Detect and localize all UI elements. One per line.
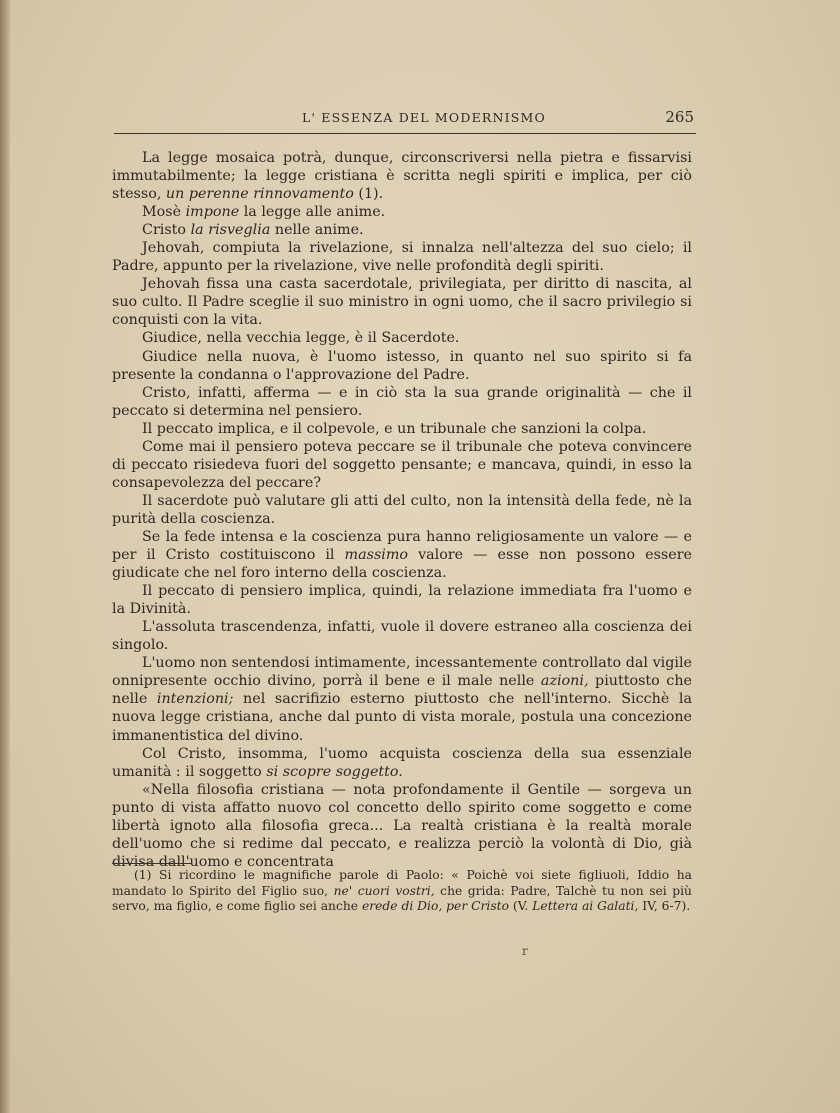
- paragraph: [112, 582, 692, 618]
- page-edge: [0, 0, 10, 1113]
- text-run: che grida: Padre, Talchè tu non sei più servo, ma figlio, e come figlio sei anche: [112, 883, 692, 913]
- text-run: Jehovah fissa una casta sacerdotale, privilegiata, per diritto di nascita, al suo culto. Il Padre sceglie il suo ministro in ogni uomo, che il sacro privilegio si conquisti con la vita.: [112, 276, 692, 329]
- text-run: Il sacerdote può valutare gli atti del culto, non la intensità della fede, nè la purità della coscienza.: [112, 492, 692, 527]
- text-run: (1).: [353, 186, 384, 203]
- stray-mark: r: [522, 944, 528, 958]
- paragraph: [112, 239, 692, 275]
- italic-phrase: un perenne rinnovamento: [165, 186, 354, 203]
- italic-phrase: massimo: [344, 547, 409, 564]
- text-run: (V.: [508, 899, 533, 913]
- paragraph: [112, 745, 692, 781]
- page-header: [114, 110, 694, 132]
- paragraph: [112, 348, 692, 384]
- text-run: La legge mosaica potrà, dunque, circonscriversi nella pietra e fissarvisi immutabilmente; la legge cristiana è scritta negli spiriti e implica, per ciò stesso,: [112, 150, 692, 203]
- text-run: Giudice nella nuova, è l'uomo istesso, in quanto nel suo spirito si fa presente la condanna o l'approvazione del Padre.: [112, 348, 692, 383]
- paragraph: [112, 618, 692, 654]
- italic-phrase: Lettera ai Galati,: [532, 899, 639, 913]
- paragraph: [112, 384, 692, 420]
- paragraph: [112, 654, 692, 744]
- paragraph: [112, 492, 692, 528]
- italic-phrase: azioni,: [540, 673, 589, 690]
- running-title: L' ESSENZA DEL MODERNISMO: [302, 110, 547, 125]
- text-run: nel sacrifizio esterno piuttosto che nell'interno. Sicchè la nuova legge cristiana, anche dal punto di vista morale, postula una concezione immanentistica del divino.: [112, 691, 692, 744]
- italic-phrase: erede di Dio, per Cristo: [361, 899, 509, 913]
- footnote-rule: [112, 863, 192, 864]
- footnote: [112, 868, 692, 915]
- text-run: (1) Si ricordino le magnifiche parole di Paolo: « Poichè voi siete figliuoli, Iddio ha mandato lo Spirito del Figlio suo,: [112, 868, 692, 898]
- paragraph: [112, 420, 692, 438]
- paragraph: [112, 203, 692, 221]
- text-run: la legge alle anime.: [239, 204, 386, 221]
- italic-phrase: impone: [185, 204, 240, 221]
- paragraph: [112, 528, 692, 582]
- text-run: IV, 6-7).: [638, 899, 691, 913]
- text-run: Il peccato implica, e il colpevole, e un tribunale che sanzioni la colpa.: [142, 420, 647, 437]
- header-rule: [114, 133, 696, 134]
- text-run: L'assoluta trascendenza, infatti, vuole il dovere estraneo alla coscienza dei singolo.: [112, 619, 692, 654]
- text-run: Se la fede intensa e la coscienza pura hanno religiosamente un valore — e per il Cristo costituiscono il: [112, 528, 692, 564]
- paragraph: [112, 781, 692, 871]
- body-text: [112, 149, 692, 871]
- text-run: nelle anime.: [270, 222, 364, 239]
- text-run: Mosè: [142, 204, 186, 221]
- italic-phrase: si scopre soggetto.: [266, 763, 403, 780]
- text-run: Come mai il pensiero poteva peccare se il tribunale che poteva convincere di peccato risiedeva fuori del soggetto pensante; e mancava, quindi, in esso la consapevolezza del peccare?: [112, 438, 692, 491]
- text-run: «Nella filosofia cristiana — nota profondamente il Gentile — sorgeva un punto di vista affatto nuovo col concetto dello spirito come soggetto e come libertà ignoto alla filosofia greca... La realtà cristiana è la realtà morale dell'uomo che si redime dal peccato, e realizza perciò la volontà di Dio, già divisa dall'uomo e concentrata: [112, 781, 692, 870]
- text-run: valore — esse non possono essere giudicate che nel foro interno della coscienza.: [112, 547, 692, 582]
- italic-phrase: la risveglia: [190, 222, 271, 239]
- paragraph: [112, 275, 692, 329]
- text-run: piuttosto che nelle: [112, 673, 692, 708]
- text-run: Cristo: [142, 222, 191, 239]
- text-run: L'uomo non sentendosi intimamente, incessantemente controllato dal vigile onnipresente occhio divino, porrà il bene e il male nelle: [112, 655, 692, 690]
- paragraph: [112, 438, 692, 492]
- page-number: 265: [665, 108, 694, 126]
- paragraph: [112, 221, 692, 239]
- text-run: Il peccato di pensiero implica, quindi, la relazione immediata fra l'uomo e la Divinità.: [112, 583, 692, 618]
- text-run: Giudice, nella vecchia legge, è il Sacerdote.: [142, 330, 460, 347]
- paragraph: [112, 329, 692, 347]
- footnote-paragraph: [112, 868, 692, 915]
- text-run: Col Cristo, insomma, l'uomo acquista coscienza della sua essenziale umanità : il soggetto: [112, 745, 692, 780]
- italic-phrase: intenzioni;: [156, 691, 234, 708]
- text-run: Jehovah, compiuta la rivelazione, si innalza nell'altezza del suo cielo; il Padre, appunto per la rivelazione, vive nelle profondità degli spiriti.: [112, 240, 692, 275]
- text-run: Cristo, infatti, afferma — e in ciò sta la sua grande originalità — che il peccato si determina nel pensiero.: [112, 384, 692, 419]
- italic-phrase: ne' cuori vostri,: [333, 883, 435, 898]
- paragraph: [112, 149, 692, 203]
